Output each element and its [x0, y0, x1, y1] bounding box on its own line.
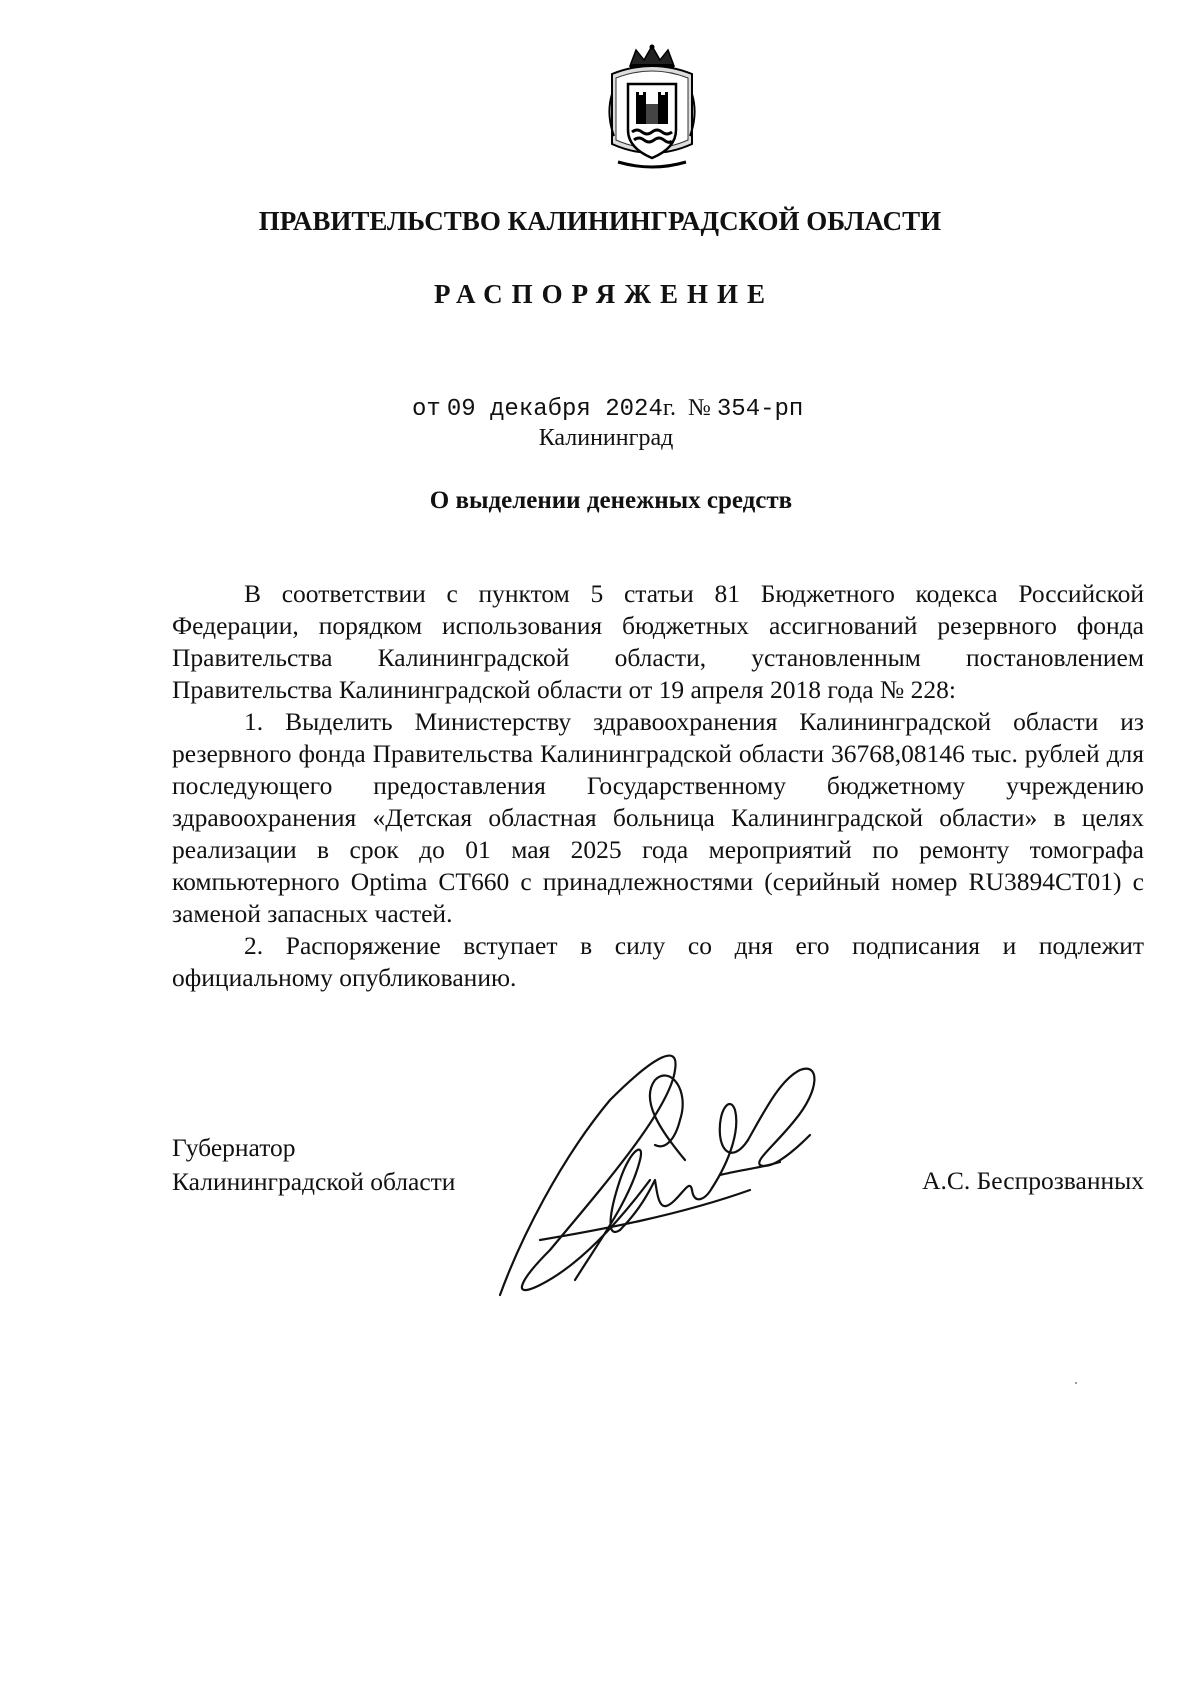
- position-line-1: Губернатор: [172, 1133, 296, 1162]
- signatory-name: А.С. Беспрозванных: [922, 1166, 1144, 1195]
- document-type: РАСПОРЯЖЕНИЕ: [433, 279, 775, 309]
- from-label: от: [412, 396, 441, 423]
- organization-title: ПРАВИТЕЛЬСТВО КАЛИНИНГРАДСКОЙ ОБЛАСТИ: [258, 206, 942, 236]
- clause-1-paragraph: 1. Выделить Министерству здравоохранения Калининградской области из резервного фонда Правительства Калининградской области 36768,08146 тыс. рублей для последующего предоставления Государственному бюджетному учреждению здравоохранения «Детская областная больница Калининградской области» в целях реализации в срок до 01 мая 2025 года мероприятий по ремонту томографа компьютерного Optima CT660 с принадлежностями (серийный номер RU3894CT01) с заменой запасных частей.: [172, 707, 1144, 928]
- document-city: Калининград: [538, 425, 674, 451]
- document-body: [172, 578, 1144, 994]
- scan-speck: [1075, 1382, 1077, 1384]
- number-label: №: [688, 395, 711, 421]
- year-suffix: г.: [662, 395, 676, 421]
- preamble-paragraph: В соответствии с пунктом 5 статьи 81 Бюджетного кодекса Российской Федерации, порядком использования бюджетных ассигнований резервного фонда Правительства Калининградской области, установленным постановлением Правительства Калининградской области от 19 апреля 2018 года № 228:: [172, 579, 1144, 704]
- coat-of-arms-icon: [606, 44, 698, 172]
- date-line: [412, 395, 803, 423]
- signatory-position: [172, 1131, 455, 1199]
- handwritten-signature: [480, 1040, 900, 1320]
- document-subject: О выделении денежных средств: [429, 487, 793, 514]
- document-date: 09 декабря 2024: [446, 396, 663, 423]
- clause-2-paragraph: 2. Распоряжение вступает в силу со дня его подписания и подлежит официальному опубликованию.: [172, 931, 1144, 992]
- position-line-2: Калининградской области: [172, 1167, 456, 1196]
- document-number: 354-рп: [716, 396, 804, 423]
